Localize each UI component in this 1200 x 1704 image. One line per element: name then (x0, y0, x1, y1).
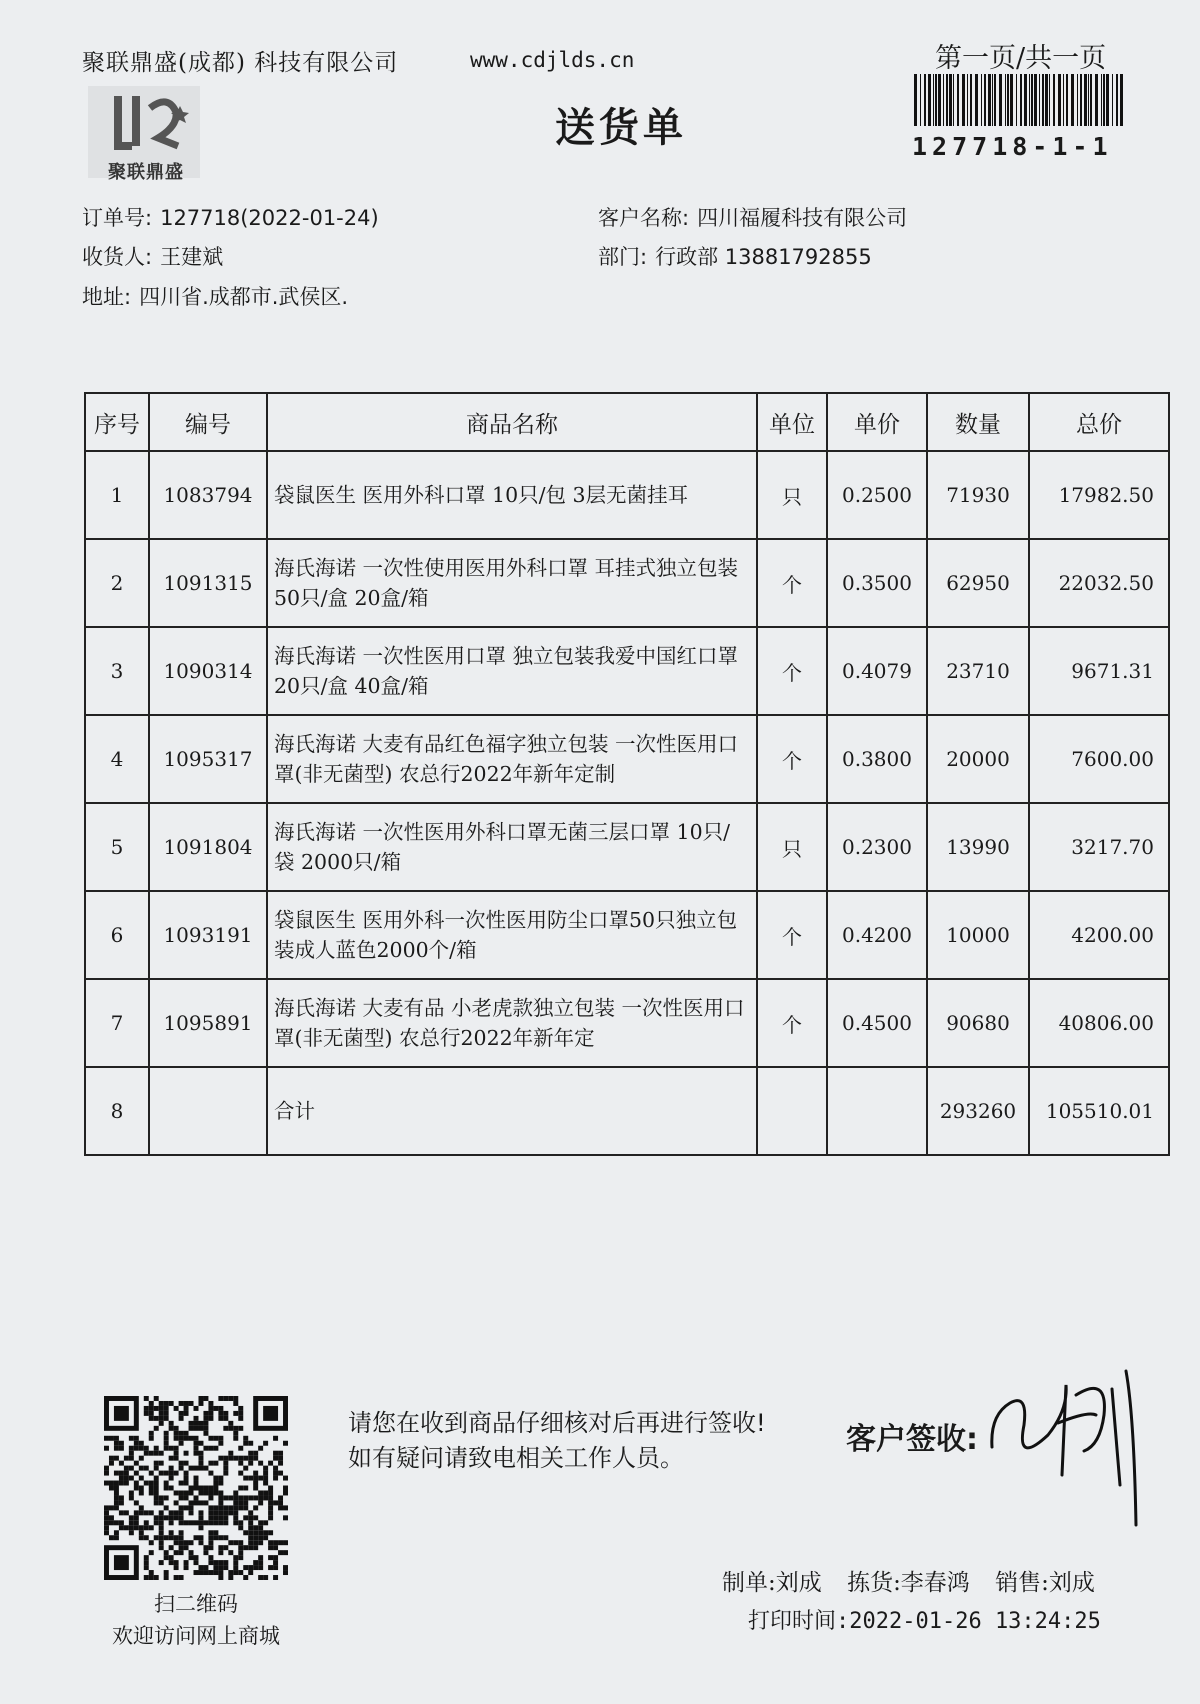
header-unit: 单位 (757, 393, 827, 451)
notice-text: 请您在收到商品仔细核对后再进行签收!如有疑问请致电相关工作人员。 (348, 1409, 766, 1472)
cell-total: 40806.00 (1029, 979, 1169, 1067)
cell-unit-price: 0.2300 (827, 803, 927, 891)
cell-seq: 1 (85, 451, 149, 539)
cell-product-name: 袋鼠医生 医用外科口罩 10只/包 3层无菌挂耳 (267, 451, 757, 539)
cell-total: 3217.70 (1029, 803, 1169, 891)
table-row (85, 979, 1169, 1067)
cell-unit: 只 (757, 803, 827, 891)
cell-product-name: 袋鼠医生 医用外科一次性医用防尘口罩50只独立包装成人蓝色2000个/箱 (267, 891, 757, 979)
cell-unit: 个 (757, 627, 827, 715)
cell-code (149, 1067, 267, 1155)
customer-row (598, 202, 907, 232)
header-quantity: 数量 (927, 393, 1029, 451)
table-row (85, 891, 1169, 979)
header-seq: 序号 (85, 393, 149, 451)
cell-product-name: 海氏海诺 大麦有品红色福字独立包装 一次性医用口罩(非无菌型) 农总行2022年新年定制 (267, 715, 757, 803)
cell-total: 17982.50 (1029, 451, 1169, 539)
picker-text: 拣货:李春鸿 (847, 1570, 970, 1596)
order-number-row (82, 202, 379, 232)
cell-product-name: 海氏海诺 一次性使用医用外科口罩 耳挂式独立包装 50只/盒 20盒/箱 (267, 539, 757, 627)
table-row (85, 627, 1169, 715)
table-header-row (85, 393, 1169, 451)
cell-unit (757, 1067, 827, 1155)
table-row (85, 539, 1169, 627)
qr-caption (104, 1588, 288, 1652)
cell-unit-price: 0.4500 (827, 979, 927, 1067)
table-total-row (85, 1067, 1169, 1155)
qr-caption-line-1: 扫二维码 (154, 1592, 238, 1616)
document-title: 送货单 (555, 105, 687, 151)
barcode-icon (912, 74, 1127, 126)
cell-quantity: 90680 (927, 979, 1029, 1067)
cell-quantity: 71930 (927, 451, 1029, 539)
header-product-name: 商品名称 (267, 393, 757, 451)
cell-code: 1083794 (149, 451, 267, 539)
cell-seq: 8 (85, 1067, 149, 1155)
cell-code: 1093191 (149, 891, 267, 979)
maker-text: 制单:刘成 (722, 1570, 822, 1596)
handwritten-signature-icon (988, 1355, 1143, 1530)
cell-total: 4200.00 (1029, 891, 1169, 979)
cell-unit-price: 0.2500 (827, 451, 927, 539)
cell-unit: 个 (757, 891, 827, 979)
receiver-value: 王建斌 (160, 245, 224, 269)
header-code: 编号 (149, 393, 267, 451)
cell-unit-price: 0.3800 (827, 715, 927, 803)
cell-seq: 2 (85, 539, 149, 627)
customer-value: 四川福履科技有限公司 (697, 206, 908, 230)
cell-seq: 5 (85, 803, 149, 891)
cell-product-name: 海氏海诺 一次性医用口罩 独立包装我爱中国红口罩 20只/盒 40盒/箱 (267, 627, 757, 715)
cell-quantity: 23710 (927, 627, 1029, 715)
cell-seq: 7 (85, 979, 149, 1067)
cell-seq: 3 (85, 627, 149, 715)
department-value: 行政部 13881792855 (655, 245, 872, 269)
cell-quantity: 13990 (927, 803, 1029, 891)
barcode-number: 127718-1-1 (912, 132, 1113, 161)
cell-code: 1095891 (149, 979, 267, 1067)
address-label: 地址: (82, 285, 132, 309)
qr-caption-line-2: 欢迎访问网上商城 (112, 1624, 280, 1648)
cell-unit: 个 (757, 979, 827, 1067)
table-row (85, 715, 1169, 803)
header-unit-price: 单价 (827, 393, 927, 451)
receiver-row (82, 241, 223, 271)
cell-total: 7600.00 (1029, 715, 1169, 803)
cell-unit-price: 0.4079 (827, 627, 927, 715)
logo-text: 聚联鼎盛 (108, 162, 184, 183)
cell-code: 1091315 (149, 539, 267, 627)
cell-unit: 个 (757, 539, 827, 627)
cell-unit-price: 0.3500 (827, 539, 927, 627)
table-row (85, 451, 1169, 539)
page-indicator: 第一页/共一页 (935, 43, 1107, 74)
department-row (598, 241, 872, 271)
website-link[interactable]: www.cdjlds.cn (470, 48, 635, 72)
order-number-value: 127718(2022-01-24) (160, 206, 379, 230)
address-row (82, 281, 348, 311)
address-value: 四川省.成都市.武侯区. (139, 285, 349, 309)
company-name: 聚联鼎盛(成都) 科技有限公司 (82, 50, 399, 76)
cell-quantity: 10000 (927, 891, 1029, 979)
cell-quantity-sum: 293260 (927, 1067, 1029, 1155)
cell-unit-price: 0.4200 (827, 891, 927, 979)
cell-grand-total: 105510.01 (1029, 1067, 1169, 1155)
staff-info-row (722, 1564, 1113, 1597)
order-number-label: 订单号: (82, 206, 153, 230)
cell-seq: 4 (85, 715, 149, 803)
print-time: 打印时间:2022-01-26 13:24:25 (748, 1609, 1101, 1634)
header-total: 总价 (1029, 393, 1169, 451)
customer-sign-label: 客户签收: (846, 1422, 978, 1457)
cell-total-label: 合计 (267, 1067, 757, 1155)
table-row (85, 803, 1169, 891)
cell-quantity: 62950 (927, 539, 1029, 627)
cell-unit: 只 (757, 451, 827, 539)
receiver-label: 收货人: (82, 245, 153, 269)
cell-code: 1095317 (149, 715, 267, 803)
items-table (84, 392, 1170, 1156)
cell-total: 22032.50 (1029, 539, 1169, 627)
cell-unit-price (827, 1067, 927, 1155)
cell-quantity: 20000 (927, 715, 1029, 803)
qr-code-icon[interactable] (104, 1396, 288, 1580)
cell-product-name: 海氏海诺 大麦有品 小老虎款独立包装 一次性医用口罩(非无菌型) 农总行2022年新年定 (267, 979, 757, 1067)
cell-total: 9671.31 (1029, 627, 1169, 715)
department-label: 部门: (598, 245, 648, 269)
sales-text: 销售:刘成 (995, 1570, 1095, 1596)
cell-product-name: 海氏海诺 一次性医用外科口罩无菌三层口罩 10只/袋 2000只/箱 (267, 803, 757, 891)
cell-code: 1090314 (149, 627, 267, 715)
cell-code: 1091804 (149, 803, 267, 891)
cell-unit: 个 (757, 715, 827, 803)
customer-label: 客户名称: (598, 206, 690, 230)
cell-seq: 6 (85, 891, 149, 979)
